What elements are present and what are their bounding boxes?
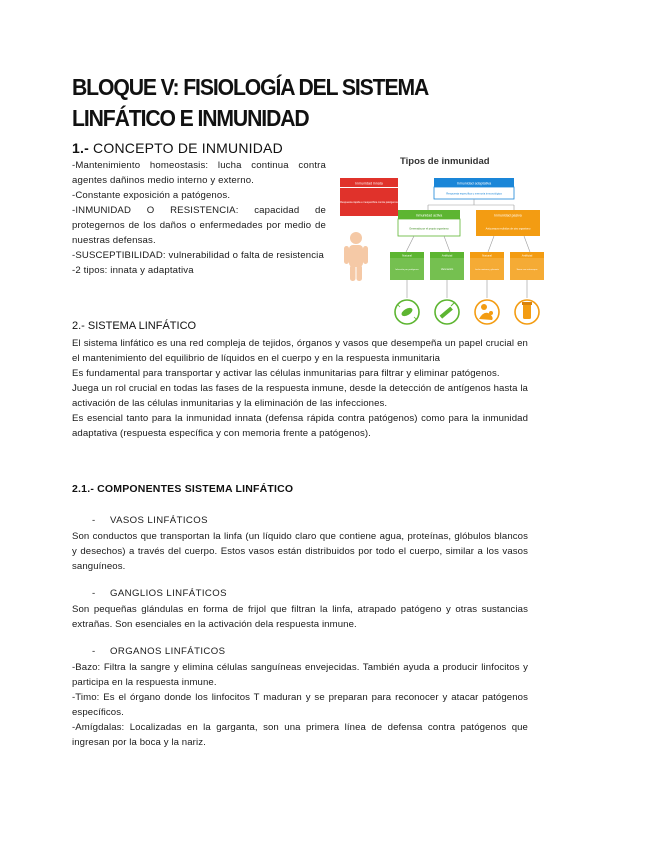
immunity-types-figure — [334, 152, 554, 330]
active-label: Inmunidad activa — [415, 213, 443, 218]
paragraph: -Mantenimiento homeostasis: lucha continua contra agentes dañinos medio interno y externo. — [72, 160, 326, 186]
passive-desc-label: Anticuerpos recibidos de otro organismo — [485, 227, 531, 231]
section-2-text — [72, 336, 528, 441]
bullet-marker: - — [92, 588, 96, 599]
adaptive-desc-label: Respuesta específica y memoria inmunológica — [446, 192, 502, 196]
paragraph: -SUSCEPTIBILIDAD: vulnerabilidad o falta de resistencia — [72, 250, 324, 261]
paragraph: Juega un rol crucial en todas las fases de la respuesta inmune, desde la detección de antígenos hasta la activación de las células inmunitarias y la eliminación de las infecciones. — [72, 383, 528, 409]
artificial-active-label: Artificial — [441, 253, 453, 258]
leaf-2-label: Vacunación — [440, 268, 454, 271]
ganglios-text-block — [72, 602, 528, 632]
syringe-icon — [435, 300, 459, 324]
section-1-heading — [72, 140, 283, 156]
bullet-marker: - — [92, 515, 96, 526]
paragraph: -2 tipos: innata y adaptativa — [72, 265, 194, 276]
mother-baby-icon — [475, 300, 499, 324]
paragraph: Es esencial tanto para la inmunidad innata (defensa rápida contra patógenos) como para la inmunidad adaptativa (respuesta específica y con memoria frente a patógenos). — [72, 413, 528, 439]
innate-header-label: Inmunidad innata — [355, 181, 383, 186]
leaf-4-label: Suero con anticuerpos — [516, 269, 538, 271]
vasos-text: Son conductos que transportan la linfa (un líquido claro que contiene agua, proteínas, glóbulos blancos y desechos) a través del cuerpo. Estos vasos están distribuidos por todo el cuerpo, similar a los vasos sanguíneos. — [72, 531, 528, 572]
active-desc-label: Generada por el propio organismo — [409, 227, 449, 231]
vasos-text-block — [72, 529, 528, 574]
bullet-marker: - — [92, 646, 96, 657]
organos-timo: -Timo: Es el órgano donde los linfocitos T maduran y se preparan para reconocer y atacar patógenos específicos. — [72, 692, 528, 718]
section-1-text — [72, 158, 326, 278]
innate-desc-label: Respuesta rápida e inespecífica contra patógenos — [340, 201, 398, 204]
section-2-heading: 2.- SISTEMA LINFÁTICO — [72, 320, 197, 332]
paragraph: Es fundamental para transportar y activar las células inmunitarias para filtrar y eliminar patógenos. — [72, 368, 500, 379]
section-1-number: 1.- — [72, 140, 89, 156]
figure-title: Tipos de inmunidad — [400, 156, 490, 167]
leaf-3-label: Leche materna y placenta — [475, 269, 499, 271]
adaptive-header-label: Inmunidad adaptativa — [456, 181, 492, 186]
bullet-vasos — [92, 515, 208, 526]
section-2-1-heading: 2.1.- COMPONENTES SISTEMA LINFÁTICO — [72, 483, 294, 495]
bullet-ganglios — [92, 588, 227, 599]
natural-passive-label: Natural — [482, 253, 492, 258]
natural-active-label: Natural — [402, 253, 412, 258]
organos-text-block — [72, 660, 528, 750]
section-1-title: CONCEPTO DE INMUNIDAD — [93, 140, 283, 156]
vasos-title: VASOS LINFÁTICOS — [110, 515, 208, 526]
bacteria-icon — [395, 300, 419, 324]
passive-label: Inmunidad pasiva — [494, 213, 522, 218]
bullet-organos — [92, 646, 225, 657]
paragraph: -INMUNIDAD O RESISTENCIA: capacidad de protegernos de los daños o enfermedades por medio de nuestras defensas. — [72, 205, 326, 246]
organos-title: ORGANOS LINFÁTICOS — [110, 646, 226, 657]
paragraph: -Constante exposición a patógenos. — [72, 190, 231, 201]
organos-amigdalas: -Amígdalas: Localizadas en la garganta, son una primera línea de defensa contra patógenos que ingresan por la boca y la nariz. — [72, 722, 528, 748]
document-title: BLOQUE V: FISIOLOGÍA DEL SISTEMA LINFÁTICO E INMUNIDAD — [72, 74, 428, 131]
ganglios-title: GANGLIOS LINFÁTICOS — [110, 588, 227, 599]
ganglios-text: Son pequeñas glándulas en forma de frijol que filtran la linfa, atrapado patógeno y otras sustancias extrañas. Son esenciales en la activación dela respuesta inmune. — [72, 604, 528, 630]
artificial-passive-label: Artificial — [521, 253, 533, 258]
serum-vial-icon — [515, 300, 539, 324]
paragraph: El sistema linfático es una red compleja de tejidos, órganos y vasos que desempeña un papel crucial en el mantenimiento del equilibrio de líquidos en el cuerpo y en la respuesta inmunitaria — [72, 338, 528, 364]
human-body-icon — [344, 232, 368, 281]
leaf-1-label: Infección por patógenos — [395, 269, 419, 271]
organos-bazo: -Bazo: Filtra la sangre y elimina células sanguíneas envejecidas. También ayuda a producir linfocitos y participa en la respuesta inmune. — [72, 662, 528, 688]
